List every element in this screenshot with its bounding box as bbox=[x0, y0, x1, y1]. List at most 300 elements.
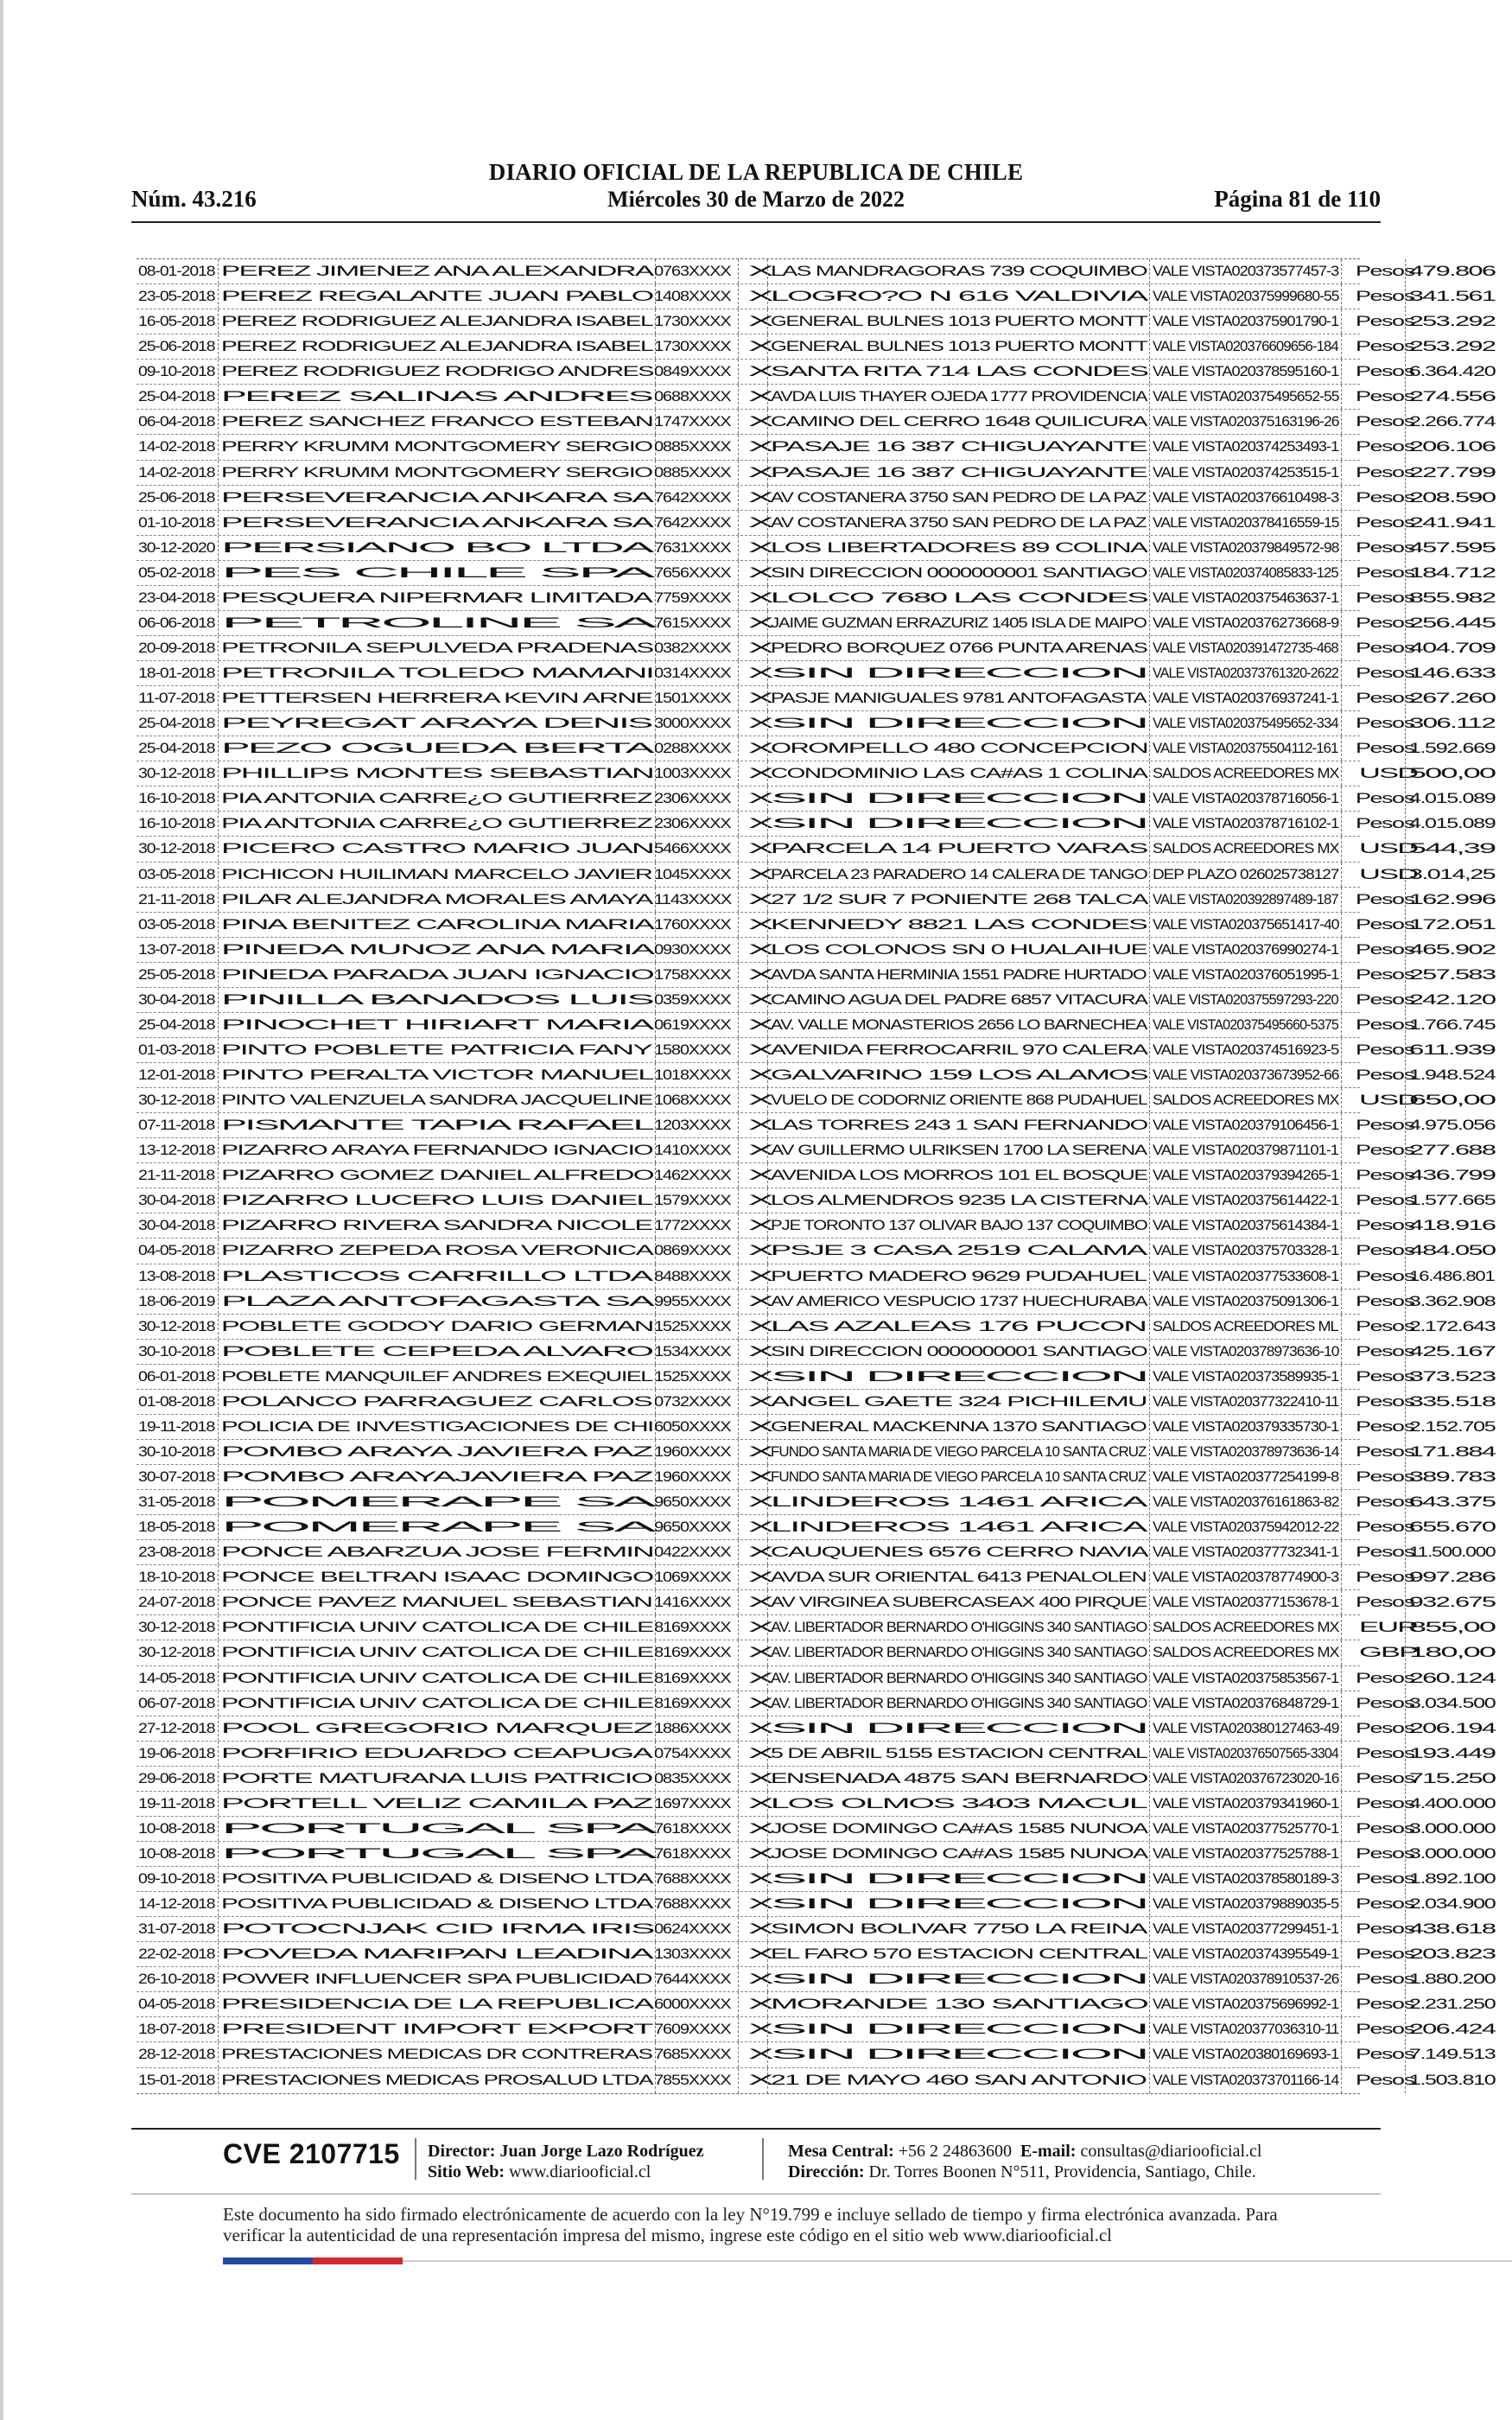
address-cell: PASJE MANIGUALES 9781 ANTOFAGASTA bbox=[767, 686, 1149, 710]
rut-cell: 7685XXXX bbox=[655, 2042, 738, 2067]
amount-cell: 253.292 bbox=[1405, 334, 1496, 359]
address-cell: SIN DIRECCION bbox=[767, 2017, 1149, 2041]
table-row bbox=[137, 334, 1495, 360]
name-cell: POMERAPE SA bbox=[218, 1515, 655, 1539]
name-cell: PESQUERA NIPERMAR LIMITADA bbox=[218, 586, 655, 610]
mark-cell: X bbox=[738, 1590, 767, 1614]
amount-cell: 479.806 bbox=[1405, 259, 1496, 283]
flag-blue-segment bbox=[223, 2258, 313, 2264]
currency-cell: Pesos bbox=[1341, 1716, 1405, 1741]
rut-cell: 7615XXXX bbox=[655, 611, 738, 635]
address-cell: 27 1/2 SUR 7 PONIENTE 268 TALCA bbox=[767, 888, 1149, 912]
date-cell: 25-04-2018 bbox=[138, 741, 215, 757]
table-row bbox=[137, 1615, 1495, 1640]
amount-cell: 256.445 bbox=[1405, 611, 1496, 635]
currency-cell: Pesos bbox=[1341, 309, 1405, 334]
date-cell: 30-12-2018 bbox=[138, 841, 215, 857]
amount-cell: 11.500.000 bbox=[1405, 1540, 1496, 1564]
address-cell: AV COSTANERA 3750 SAN PEDRO DE LA PAZ bbox=[767, 511, 1149, 535]
mark-cell: X bbox=[738, 536, 767, 560]
date-cell: 29-06-2018 bbox=[138, 1770, 215, 1786]
issue-date: Miércoles 30 de Marzo de 2022 bbox=[607, 187, 905, 212]
rut-cell: 1416XXXX bbox=[655, 1590, 738, 1614]
name-cell: PEYREGAT ARAYA DENIS bbox=[218, 711, 655, 736]
table-row bbox=[137, 863, 1495, 888]
mark-cell: X bbox=[738, 1290, 767, 1314]
currency-cell: USD bbox=[1341, 1088, 1405, 1112]
address-cell: AV. LIBERTADOR BERNARDO O'HIGGINS 340 SANTIAGO bbox=[767, 1666, 1149, 1691]
rut-cell: 2306XXXX bbox=[655, 786, 738, 811]
amount-cell: 389.783 bbox=[1405, 1465, 1496, 1489]
name-cell: PRESIDENCIA DE LA REPUBLICA bbox=[218, 1992, 655, 2016]
address-cell: LOGRO?O N 616 VALDIVIA bbox=[767, 284, 1149, 309]
amount-cell: 4.015.089 bbox=[1405, 786, 1496, 811]
currency-cell: USD bbox=[1341, 837, 1405, 861]
product-cell: VALE VISTA020375614384-1 bbox=[1149, 1213, 1341, 1238]
currency-cell: Pesos bbox=[1341, 1163, 1405, 1188]
name-cell: POTOCNJAK CID IRMA IRIS bbox=[218, 1917, 655, 1941]
rut-cell: 1525XXXX bbox=[655, 1315, 738, 1339]
product-cell: VALE VISTA020373701166-14 bbox=[1149, 2068, 1341, 2093]
currency-cell: Pesos bbox=[1341, 2068, 1405, 2093]
name-cell: PEREZ SANCHEZ FRANCO ESTEBAN bbox=[218, 410, 655, 434]
table-row bbox=[137, 1365, 1495, 1390]
product-cell: VALE VISTA020374085833-125 bbox=[1149, 561, 1341, 585]
amount-cell: 335.518 bbox=[1405, 1390, 1496, 1414]
name-cell: PRESTACIONES MEDICAS DR CONTRERAS bbox=[218, 2042, 655, 2067]
footer-separator-1 bbox=[415, 2138, 416, 2180]
currency-cell: Pesos bbox=[1341, 461, 1405, 485]
mesa-phone: +56 2 24863600 bbox=[898, 2142, 1013, 2161]
mark-cell: X bbox=[738, 686, 767, 710]
date-cell: 30-07-2018 bbox=[138, 1469, 215, 1485]
table-row bbox=[137, 761, 1495, 786]
table-row bbox=[137, 837, 1495, 862]
amount-cell: 2.034.900 bbox=[1405, 1892, 1496, 1916]
name-cell: PORTUGAL SPA bbox=[218, 1817, 655, 1841]
date-cell: 25-06-2018 bbox=[138, 339, 215, 355]
name-cell: POVEDA MARIPAN LEADINA bbox=[218, 1942, 655, 1966]
mark-cell: X bbox=[738, 1365, 767, 1389]
currency-cell: Pesos bbox=[1341, 1817, 1405, 1841]
name-cell: PILAR ALEJANDRA MORALES AMAYA bbox=[218, 888, 655, 912]
product-cell: VALE VISTA020378774900-3 bbox=[1149, 1565, 1341, 1589]
amount-cell: 203.823 bbox=[1405, 1942, 1496, 1966]
rut-cell: 9650XXXX bbox=[655, 1515, 738, 1539]
product-cell: SALDOS ACREEDORES MX bbox=[1149, 1615, 1341, 1640]
address-cell: LAS AZALEAS 176 PUCON bbox=[767, 1315, 1149, 1339]
mark-cell: X bbox=[738, 1264, 767, 1289]
date-cell: 05-02-2018 bbox=[138, 564, 215, 581]
rut-cell: 1018XXXX bbox=[655, 1063, 738, 1087]
table-row bbox=[137, 461, 1495, 486]
address-line bbox=[788, 2162, 1256, 2182]
table-row bbox=[137, 736, 1495, 761]
amount-cell: 932.675 bbox=[1405, 1590, 1496, 1614]
product-cell: VALE VISTA020378416559-15 bbox=[1149, 511, 1341, 535]
rut-cell: 1408XXXX bbox=[655, 284, 738, 309]
address-cell: PEDRO BORQUEZ 0766 PUNTA ARENAS bbox=[767, 636, 1149, 660]
address-cell: AV GUILLERMO ULRIKSEN 1700 LA SERENA bbox=[767, 1138, 1149, 1162]
date-cell: 14-05-2018 bbox=[138, 1670, 215, 1686]
table-row bbox=[137, 1264, 1495, 1290]
amount-cell: 257.583 bbox=[1405, 963, 1496, 987]
table-row bbox=[137, 1213, 1495, 1239]
mark-cell: X bbox=[738, 1465, 767, 1489]
mark-cell: X bbox=[738, 913, 767, 937]
currency-cell: Pesos bbox=[1341, 1942, 1405, 1966]
address-cell: SIN DIRECCION bbox=[767, 1365, 1149, 1389]
rut-cell: 6000XXXX bbox=[655, 1992, 738, 2016]
name-cell: POLANCO PARRAGUEZ CARLOS bbox=[218, 1390, 655, 1414]
table-row bbox=[137, 1490, 1495, 1515]
amount-cell: 341.561 bbox=[1405, 284, 1496, 309]
rut-cell: 1886XXXX bbox=[655, 1716, 738, 1741]
address-cell: SIN DIRECCION bbox=[767, 786, 1149, 811]
currency-cell: Pesos bbox=[1341, 1365, 1405, 1389]
currency-cell: Pesos bbox=[1341, 1188, 1405, 1213]
table-row bbox=[137, 1515, 1495, 1540]
name-cell: PERSEVERANCIA ANKARA SA bbox=[218, 486, 655, 510]
table-row bbox=[137, 1767, 1495, 1792]
rut-cell: 1960XXXX bbox=[655, 1465, 738, 1489]
amount-cell: 7.149.513 bbox=[1405, 2042, 1496, 2067]
address-cell: PUERTO MADERO 9629 PUDAHUEL bbox=[767, 1264, 1149, 1289]
product-cell: VALE VISTA020375614422-1 bbox=[1149, 1188, 1341, 1213]
mark-cell: X bbox=[738, 1038, 767, 1062]
mark-cell: X bbox=[738, 1088, 767, 1112]
amount-cell: 3.034.500 bbox=[1405, 1691, 1496, 1716]
date-cell: 27-12-2018 bbox=[138, 1720, 215, 1736]
table-row bbox=[137, 1340, 1495, 1365]
rut-cell: 7642XXXX bbox=[655, 486, 738, 510]
amount-cell: 465.902 bbox=[1405, 938, 1496, 962]
mark-cell: X bbox=[738, 511, 767, 535]
table-row bbox=[137, 1691, 1495, 1716]
mark-cell: X bbox=[738, 586, 767, 610]
table-row bbox=[137, 1188, 1495, 1213]
address-cell: LOLCO 7680 LAS CONDES bbox=[767, 586, 1149, 610]
date-cell: 10-08-2018 bbox=[138, 1845, 215, 1862]
name-cell: PONTIFICIA UNIV CATOLICA DE CHILE bbox=[218, 1640, 655, 1665]
amount-cell: 1.577.665 bbox=[1405, 1188, 1496, 1213]
rut-cell: 1003XXXX bbox=[655, 761, 738, 786]
table-row bbox=[137, 988, 1495, 1013]
table-row bbox=[137, 661, 1495, 686]
director-label: Director: bbox=[428, 2142, 496, 2161]
currency-cell: Pesos bbox=[1341, 1842, 1405, 1866]
product-cell: VALE VISTA020392897489-187 bbox=[1149, 888, 1341, 912]
mark-cell: X bbox=[738, 1390, 767, 1414]
mark-cell: X bbox=[738, 1013, 767, 1037]
table-row bbox=[137, 1590, 1495, 1615]
table-row bbox=[137, 1842, 1495, 1867]
mark-cell: X bbox=[738, 2017, 767, 2041]
address-cell: EL FARO 570 ESTACION CENTRAL bbox=[767, 1942, 1149, 1966]
amount-cell: 206.424 bbox=[1405, 2017, 1496, 2041]
address-cell: AVDA LUIS THAYER OJEDA 1777 PROVIDENCIA bbox=[767, 385, 1149, 409]
date-cell: 06-06-2018 bbox=[138, 615, 215, 631]
mark-cell: X bbox=[738, 1113, 767, 1137]
mark-cell: X bbox=[738, 410, 767, 434]
date-cell: 01-03-2018 bbox=[138, 1041, 215, 1058]
currency-cell: Pesos bbox=[1341, 1515, 1405, 1539]
product-cell: VALE VISTA020374395549-1 bbox=[1149, 1942, 1341, 1966]
address-cell: OROMPELLO 480 CONCEPCION bbox=[767, 736, 1149, 761]
date-cell: 30-04-2018 bbox=[138, 1193, 215, 1209]
table-row bbox=[137, 1565, 1495, 1590]
mark-cell: X bbox=[738, 1540, 767, 1564]
header-divider bbox=[131, 221, 1381, 223]
rut-cell: 0732XXXX bbox=[655, 1390, 738, 1414]
currency-cell: Pesos bbox=[1341, 1440, 1405, 1464]
product-cell: VALE VISTA020376937241-1 bbox=[1149, 686, 1341, 710]
rut-cell: 7688XXXX bbox=[655, 1867, 738, 1891]
product-cell: VALE VISTA020379335730-1 bbox=[1149, 1415, 1341, 1439]
rut-cell: 0624XXXX bbox=[655, 1917, 738, 1941]
address-cell: AVENIDA FERROCARRIL 970 CALERA bbox=[767, 1038, 1149, 1062]
rut-cell: 0885XXXX bbox=[655, 435, 738, 459]
table-row bbox=[137, 1063, 1495, 1088]
product-cell: VALE VISTA020376609656-184 bbox=[1149, 334, 1341, 359]
product-cell: VALE VISTA020376051995-1 bbox=[1149, 963, 1341, 987]
name-cell: POBLETE MANQUILEF ANDRES EXEQUIEL bbox=[218, 1365, 655, 1389]
address-cell: GALVARINO 159 LOS ALAMOS bbox=[767, 1063, 1149, 1087]
rut-cell: 7609XXXX bbox=[655, 2017, 738, 2041]
mark-cell: X bbox=[738, 1892, 767, 1916]
table-row bbox=[137, 1792, 1495, 1817]
product-cell: VALE VISTA020375091306-1 bbox=[1149, 1290, 1341, 1314]
amount-cell: 650,00 bbox=[1405, 1088, 1496, 1112]
gazette-title: DIARIO OFICIAL DE LA REPUBLICA DE CHILE bbox=[488, 159, 1024, 185]
rut-cell: 0869XXXX bbox=[655, 1239, 738, 1263]
product-cell: VALE VISTA020375463637-1 bbox=[1149, 586, 1341, 610]
date-cell: 28-12-2018 bbox=[138, 2047, 215, 2063]
date-cell: 13-12-2018 bbox=[138, 1143, 215, 1159]
date-cell: 04-05-2018 bbox=[138, 1996, 215, 2013]
product-cell: VALE VISTA020377322410-11 bbox=[1149, 1390, 1341, 1414]
product-cell: VALE VISTA020375504112-161 bbox=[1149, 736, 1341, 761]
name-cell: POSITIVA PUBLICIDAD & DISENO LTDA bbox=[218, 1892, 655, 1916]
name-cell: POBLETE GODOY DARIO GERMAN bbox=[218, 1315, 655, 1339]
rut-cell: 0763XXXX bbox=[655, 259, 738, 283]
amount-cell: 2.152.705 bbox=[1405, 1415, 1496, 1439]
amount-cell: 146.633 bbox=[1405, 661, 1496, 685]
currency-cell: Pesos bbox=[1341, 259, 1405, 283]
rut-cell: 7855XXXX bbox=[655, 2068, 738, 2093]
name-cell: PINA BENITEZ CAROLINA MARIA bbox=[218, 913, 655, 937]
date-cell: 22-02-2018 bbox=[138, 1946, 215, 1963]
date-cell: 25-05-2018 bbox=[138, 966, 215, 983]
amount-cell: 4.015.089 bbox=[1405, 812, 1496, 836]
amount-cell: 172.051 bbox=[1405, 913, 1496, 937]
name-cell: POBLETE CEPEDA ALVARO bbox=[218, 1340, 655, 1364]
currency-cell: Pesos bbox=[1341, 410, 1405, 434]
rut-cell: 8488XXXX bbox=[655, 1264, 738, 1289]
contact-line bbox=[788, 2142, 1261, 2162]
rut-cell: 1697XXXX bbox=[655, 1792, 738, 1816]
currency-cell: Pesos bbox=[1341, 1264, 1405, 1289]
product-cell: VALE VISTA020376507565-3304 bbox=[1149, 1742, 1341, 1766]
email-address[interactable]: consultas@diariooficial.cl bbox=[1080, 2142, 1262, 2161]
name-cell: PLAZA ANTOFAGASTA SA bbox=[218, 1290, 655, 1314]
address-cell: SIN DIRECCION bbox=[767, 812, 1149, 836]
date-cell: 08-01-2018 bbox=[138, 264, 215, 279]
name-cell: POWER INFLUENCER SPA PUBLICIDAD bbox=[218, 1967, 655, 1991]
name-cell: PINTO PERALTA VICTOR MANUEL bbox=[218, 1063, 655, 1087]
table-row bbox=[137, 1088, 1495, 1113]
amount-cell: 171.884 bbox=[1405, 1440, 1496, 1464]
table-row bbox=[137, 435, 1495, 460]
table-row bbox=[137, 963, 1495, 988]
mark-cell: X bbox=[738, 2042, 767, 2067]
mark-cell: X bbox=[738, 661, 767, 685]
product-cell: VALE VISTA020374516923-5 bbox=[1149, 1038, 1341, 1062]
currency-cell: Pesos bbox=[1341, 1792, 1405, 1816]
name-cell: PEREZ RODRIGUEZ ALEJANDRA ISABEL bbox=[218, 334, 655, 359]
table-row bbox=[137, 1038, 1495, 1063]
mark-cell: X bbox=[738, 1792, 767, 1816]
product-cell: VALE VISTA020377036310-11 bbox=[1149, 2017, 1341, 2041]
address-cell: CAUQUENES 6576 CERRO NAVIA bbox=[767, 1540, 1149, 1564]
rut-cell: 1580XXXX bbox=[655, 1038, 738, 1062]
name-cell: PES CHILE SPA bbox=[218, 561, 655, 585]
amount-cell: 611.939 bbox=[1405, 1038, 1496, 1062]
table-row bbox=[137, 1540, 1495, 1565]
table-row bbox=[137, 913, 1495, 938]
rut-cell: 0422XXXX bbox=[655, 1540, 738, 1564]
currency-cell: Pesos bbox=[1341, 1239, 1405, 1263]
rut-cell: 8169XXXX bbox=[655, 1666, 738, 1691]
date-cell: 24-07-2018 bbox=[138, 1595, 215, 1611]
table-row bbox=[137, 1239, 1495, 1264]
table-row bbox=[137, 360, 1495, 385]
date-cell: 21-11-2018 bbox=[138, 891, 215, 908]
director-line bbox=[428, 2142, 704, 2162]
date-cell: 10-08-2018 bbox=[138, 1820, 215, 1837]
issue-number: Núm. 43.216 bbox=[131, 186, 257, 212]
date-cell: 13-07-2018 bbox=[138, 941, 215, 958]
name-cell: PORTE MATURANA LUIS PATRICIO bbox=[218, 1767, 655, 1791]
footer-separator-2 bbox=[762, 2138, 764, 2180]
rut-cell: 1203XXXX bbox=[655, 1113, 738, 1137]
date-cell: 15-01-2018 bbox=[138, 2072, 215, 2088]
product-cell: DEP PLAZO 026025738127 bbox=[1149, 863, 1341, 887]
date-cell: 09-10-2018 bbox=[138, 1871, 215, 1887]
address-cell: AV COSTANERA 3750 SAN PEDRO DE LA PAZ bbox=[767, 486, 1149, 510]
address-cell: JOSE DOMINGO CA#AS 1585 NUNOA bbox=[767, 1817, 1149, 1841]
currency-cell: Pesos bbox=[1341, 1038, 1405, 1062]
currency-cell: USD bbox=[1341, 863, 1405, 887]
table-row bbox=[137, 1742, 1495, 1767]
table-row bbox=[137, 561, 1495, 586]
table-row bbox=[137, 1013, 1495, 1038]
address-cell: JOSE DOMINGO CA#AS 1585 NUNOA bbox=[767, 1842, 1149, 1866]
mark-cell: X bbox=[738, 334, 767, 359]
address-cell: SIMON BOLIVAR 7750 LA REINA bbox=[767, 1917, 1149, 1941]
name-cell: PIZARRO ARAYA FERNANDO IGNACIO bbox=[218, 1138, 655, 1162]
address-cell: CAMINO AGUA DEL PADRE 6857 VITACURA bbox=[767, 988, 1149, 1012]
amount-cell: 655.670 bbox=[1405, 1515, 1496, 1539]
table-row bbox=[137, 1716, 1495, 1742]
address-cell: ANGEL GAETE 324 PICHILEMU bbox=[767, 1390, 1149, 1414]
name-cell: PORTUGAL SPA bbox=[218, 1842, 655, 1866]
amount-cell: 855.982 bbox=[1405, 586, 1496, 610]
rut-cell: 1462XXXX bbox=[655, 1163, 738, 1188]
address-cell: LOS OLMOS 3403 MACUL bbox=[767, 1792, 1149, 1816]
mark-cell: X bbox=[738, 888, 767, 912]
address-cell: FUNDO SANTA MARIA DE VIEGO PARCELA 10 SANTA CRUZ bbox=[767, 1440, 1149, 1464]
name-cell: PIZARRO GOMEZ DANIEL ALFREDO bbox=[218, 1163, 655, 1188]
name-cell: PEREZ RODRIGUEZ ALEJANDRA ISABEL bbox=[218, 309, 655, 334]
mesa-label: Mesa Central: bbox=[788, 2142, 894, 2161]
amount-cell: 2.172.643 bbox=[1405, 1315, 1496, 1339]
address-cell: AV AMERICO VESPUCIO 1737 HUECHURABA bbox=[767, 1290, 1149, 1314]
table-row bbox=[137, 2017, 1495, 2042]
rut-cell: 0314XXXX bbox=[655, 661, 738, 685]
name-cell: PERSEVERANCIA ANKARA SA bbox=[218, 511, 655, 535]
product-cell: VALE VISTA020380127463-49 bbox=[1149, 1716, 1341, 1741]
amount-cell: 997.286 bbox=[1405, 1565, 1496, 1589]
amount-cell: 227.799 bbox=[1405, 461, 1496, 485]
date-cell: 06-01-2018 bbox=[138, 1368, 215, 1385]
name-cell: PEREZ RODRIGUEZ RODRIGO ANDRES bbox=[218, 360, 655, 384]
amount-cell: 1.948.524 bbox=[1405, 1063, 1496, 1087]
name-cell: PEZO OGUEDA BERTA bbox=[218, 736, 655, 761]
amount-cell: 643.375 bbox=[1405, 1490, 1496, 1514]
currency-cell: Pesos bbox=[1341, 988, 1405, 1012]
date-cell: 16-10-2018 bbox=[138, 791, 215, 807]
amount-cell: 274.556 bbox=[1405, 385, 1496, 409]
mark-cell: X bbox=[738, 1767, 767, 1791]
date-cell: 23-08-2018 bbox=[138, 1544, 215, 1561]
table-row bbox=[137, 636, 1495, 661]
currency-cell: Pesos bbox=[1341, 1063, 1405, 1087]
table-row bbox=[137, 1315, 1495, 1340]
currency-cell: Pesos bbox=[1341, 334, 1405, 359]
amount-cell: 457.595 bbox=[1405, 536, 1496, 560]
product-cell: VALE VISTA020378595160-1 bbox=[1149, 360, 1341, 384]
address-cell: ENSENADA 4875 SAN BERNARDO bbox=[767, 1767, 1149, 1791]
product-cell: VALE VISTA020376610498-3 bbox=[1149, 486, 1341, 510]
product-cell: VALE VISTA020377525788-1 bbox=[1149, 1842, 1341, 1866]
product-cell: SALDOS ACREEDORES MX bbox=[1149, 1640, 1341, 1665]
address-cell: 5 DE ABRIL 5155 ESTACION CENTRAL bbox=[767, 1742, 1149, 1766]
table-row bbox=[137, 1440, 1495, 1465]
table-row bbox=[137, 611, 1495, 636]
address-cell: AV VIRGINEA SUBERCASEAX 400 PIRQUE bbox=[767, 1590, 1149, 1614]
mark-cell: X bbox=[738, 1340, 767, 1364]
address-cell: SIN DIRECCION bbox=[767, 711, 1149, 736]
address-cell: AV. LIBERTADOR BERNARDO O'HIGGINS 340 SANTIAGO bbox=[767, 1615, 1149, 1640]
site-url[interactable]: www.diariooficial.cl bbox=[509, 2162, 651, 2181]
product-cell: VALE VISTA020379871101-1 bbox=[1149, 1138, 1341, 1162]
product-cell: VALE VISTA020391472735-468 bbox=[1149, 636, 1341, 660]
amount-cell: 306.112 bbox=[1405, 711, 1496, 736]
name-cell: PETRONILA TOLEDO MAMANI bbox=[218, 661, 655, 685]
date-cell: 30-12-2018 bbox=[138, 1645, 215, 1661]
table-row bbox=[137, 786, 1495, 812]
currency-cell: Pesos bbox=[1341, 1390, 1405, 1414]
address-cell: LOS ALMENDROS 9235 LA CISTERNA bbox=[767, 1188, 1149, 1213]
table-row bbox=[137, 812, 1495, 837]
amount-cell: 184.712 bbox=[1405, 561, 1496, 585]
date-cell: 19-11-2018 bbox=[138, 1795, 215, 1812]
address-cell: AVENIDA LOS MORROS 101 EL BOSQUE bbox=[767, 1163, 1149, 1188]
mark-cell: X bbox=[738, 988, 767, 1012]
table-row bbox=[137, 1992, 1495, 2017]
date-cell: 07-11-2018 bbox=[138, 1118, 215, 1134]
